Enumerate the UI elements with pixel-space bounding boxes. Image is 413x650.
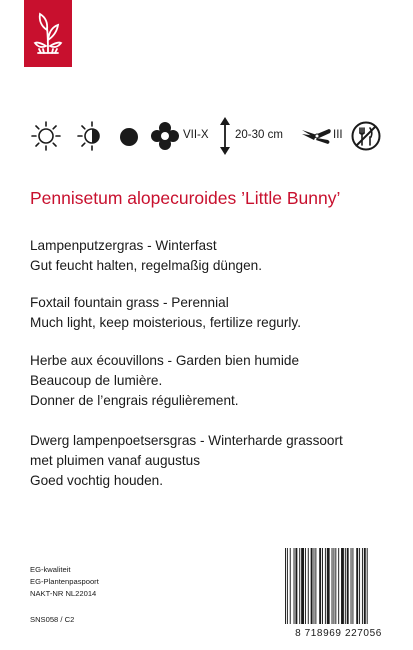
certification-line: EG-Plantenpaspoort [30,577,99,586]
height-arrow-icon [219,116,231,156]
barcode-bar [367,548,368,624]
barcode-bar [341,548,344,624]
barcode-bar [325,548,326,624]
barcode-bar [295,548,297,624]
plant-sprout-logo-icon [24,0,72,67]
barcode-bar [314,548,315,624]
barcode-bar [359,548,360,624]
certification-line: NAKT-NR NL22014 [30,589,97,598]
description-line: Goed vochtig houden. [30,473,164,488]
full-sun-icon [30,120,62,152]
barcode-bar [299,548,300,624]
barcode-bar [351,548,352,624]
barcode-bar [327,548,330,624]
barcode-bar [305,548,306,624]
full-shade-icon [118,126,140,148]
barcode-digits: 8 718969 227056 [295,628,382,639]
description-german [30,236,400,276]
description-line: Much light, keep moisterious, fertilize regurly. [30,315,301,330]
barcode-bar [332,548,333,624]
description-line: met pluimen vanaf augustus [30,453,201,468]
description-line: Gut feucht halten, regelmaßig düngen. [30,258,262,273]
ean-barcode [283,548,394,624]
barcode-bar [311,548,313,624]
barcode-bar [356,548,358,624]
brand-logo-tab [24,0,72,67]
description-dutch [30,431,400,491]
description-french [30,351,400,411]
certification-info [30,564,99,600]
barcode-bar [352,548,353,624]
pruning-month: III [333,129,343,141]
plant-height: 20-30 cm [235,129,283,141]
plant-name-title: Pennisetum alopecuroides ’Little Bunny’ [30,188,341,208]
half-sun-icon [76,120,108,152]
barcode-bar [290,548,291,624]
not-edible-icon [350,120,382,152]
product-code: SNS058 / C2 [30,615,75,624]
barcode-bar [362,548,363,624]
barcode-bar [322,548,323,624]
barcode-bar [308,548,309,624]
description-line: Lampenputzergras - Winterfast [30,238,217,253]
barcode-bar [347,548,349,624]
certification-line: EG-kwaliteit [30,565,71,574]
flowering-period: VII-X [183,129,209,141]
barcode-bar [285,548,286,624]
flower-icon [150,121,180,151]
growing-info-icons [30,116,390,156]
barcode-bar [335,548,336,624]
barcode-bar [294,548,295,624]
barcode-bar [333,548,334,624]
description-line: Beaucoup de lumière. [30,373,163,388]
description-line: Dwerg lampenpoetsersgras - Winterharde grassoort [30,433,343,448]
description-english [30,293,400,333]
barcode-bar [364,548,366,624]
barcode-bar [287,548,288,624]
barcode-bar [315,548,316,624]
barcode-bar [301,548,304,624]
pruning-shears-icon [301,124,333,148]
barcode-bar [319,548,321,624]
barcode-bar [345,548,346,624]
description-line: Foxtail fountain grass - Perennial [30,295,229,310]
description-line: Donner de l’engrais régulièrement. [30,393,239,408]
barcode-bar [338,548,339,624]
description-line: Herbe aux écouvillons - Garden bien humide [30,353,300,368]
